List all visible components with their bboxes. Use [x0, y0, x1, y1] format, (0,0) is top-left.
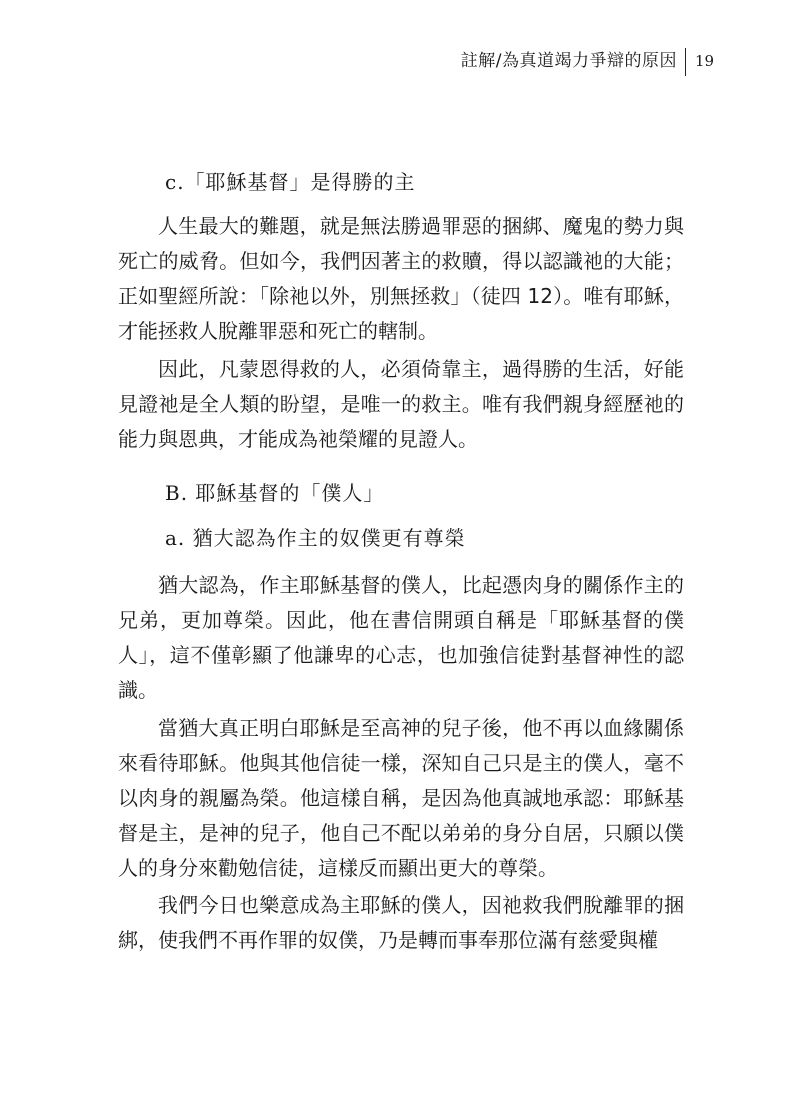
paragraph-4: 當猶大真正明白耶穌是至高神的兒子後，他不再以血緣關係來看待耶穌。他與其他信徒一樣，深知自己只是主的僕人，毫不以肉身的親屬為榮。他這樣自稱，是因為他真誠地承認：耶穌基督是主，是神的兒子，他自己不配以弟弟的身分自居，只願以僕人的身分來勸勉信徒，這樣反而顯出更大的尊榮。 [118, 716, 684, 880]
paragraph-1: 人生最大的難題，就是無法勝過罪惡的捆綁、魔鬼的勢力與死亡的威脅。但如今，我們因著主的救贖，得以認識祂的大能；正如聖經所說：「除祂以外，別無拯救」（徒四 12）。唯有耶穌，才能拯救人脫離罪惡和死亡的轄制。 [118, 214, 684, 343]
paragraph-2: 因此，凡蒙恩得救的人，必須倚靠主，過得勝的生活，好能見證祂是全人類的盼望，是唯一的救主。唯有我們親身經歷祂的能力與恩典，才能成為祂榮耀的見證人。 [118, 357, 684, 451]
section-heading-B: B. 耶穌基督的「僕人」 [165, 481, 385, 505]
section-heading-a: a. 猶大認為作主的奴僕更有尊榮 [165, 526, 466, 550]
paragraph-3: 猶大認為，作主耶穌基督的僕人，比起憑肉身的關係作主的兄弟，更加尊榮。因此，他在書信開頭自稱是「耶穌基督的僕人」，這不僅彰顯了他謙卑的心志，也加強信徒對基督神性的認識。 [118, 573, 684, 702]
page-number: 19 [695, 52, 715, 70]
page-header [0, 48, 800, 74]
section-heading-c: c.「耶穌基督」是得勝的主 [165, 170, 416, 194]
paragraph-5: 我們今日也樂意成為主耶穌的僕人，因祂救我們脫離罪的捆綁，使我們不再作罪的奴僕，乃是轉而事奉那位滿有慈愛與權 [118, 893, 684, 952]
header-divider [685, 48, 686, 76]
running-title: 註解/為真道竭力爭辯的原因 [460, 51, 677, 71]
